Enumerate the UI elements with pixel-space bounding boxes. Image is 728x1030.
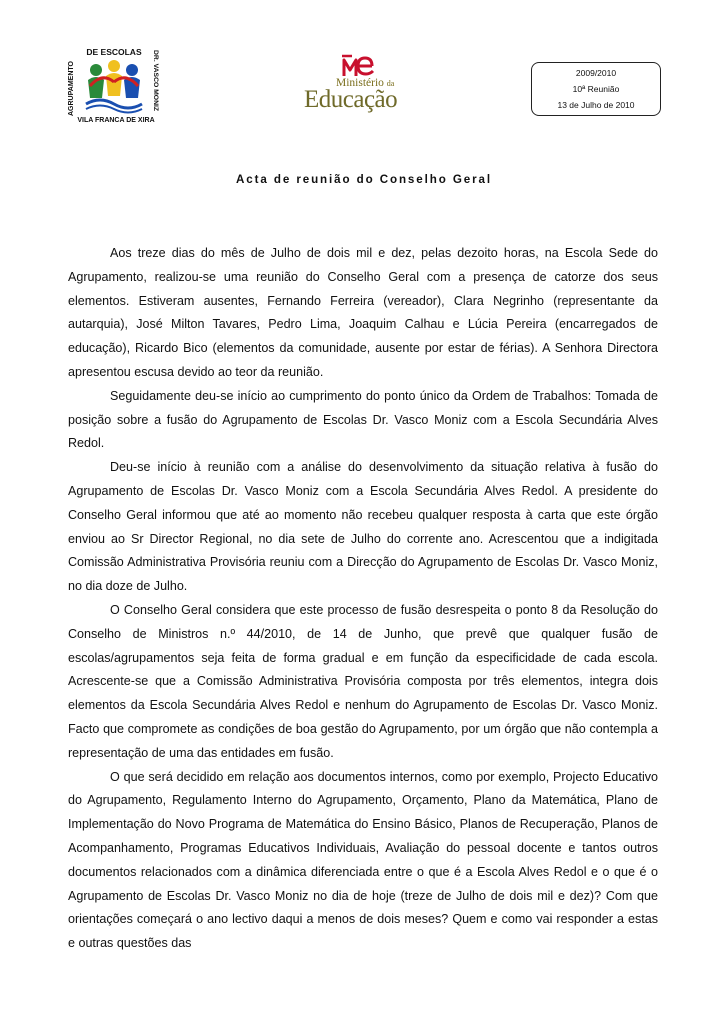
paragraph: Aos treze dias do mês de Julho de dois mil e dez, pelas dezoito horas, na Escola Sede do Agrupamento, realizou-se uma reunião do Conselho Geral com a presença de catorze dos seus elementos. Estiveram ausentes, Fernando Ferreira (vereador), Clara Negrinho (representante da autarquia), José Milton Tavares, Pedro Lima, Joaquim Calhau e Lúcia Pereira (encarregados de educação), Ricardo Bico (elementos da comunidade, ausente por estar de férias). A Senhora Directora apresentou escusa devido ao teor da reunião. <box>68 246 658 379</box>
paragraph: O Conselho Geral considera que este processo de fusão desrespeita o ponto 8 da Resolução do Conselho de Ministros n.º 44/2010, de 14 de Junho, que prevê que qualquer fusão de escolas/agrupamentos seja feita de forma gradual e em função da especificidade de cada escola. Acrescente-se que a Comissão Administrativa Provisória composta por três elementos, integra dois elementos da Escola Secundária Alves Redol e nenhum do Agrupamento de Escolas Dr. Vasco Moniz. Facto que compromete as condições de boa gestão do Agrupamento, por um órgão que não contempla a representação de uma das entidades em fusão. <box>68 602 658 760</box>
ministry-logo-line1-text: Ministério <box>336 77 384 89</box>
school-logo <box>66 46 162 124</box>
school-logo-bottom-text: VILA FRANCA DE XIRA <box>77 117 155 124</box>
document-title: Acta de reunião do Conselho Geral <box>236 173 492 186</box>
meeting-info-box <box>531 62 661 116</box>
meeting-date: 13 de Julho de 2010 <box>557 100 635 110</box>
school-year: 2009/2010 <box>575 68 617 78</box>
school-logo-left-text: AGRUPAMENTO <box>68 61 75 116</box>
ministerio-educacao-logo-icon <box>338 52 378 78</box>
school-logo-right-text: DR. VASCO MONIZ <box>152 50 159 112</box>
paragraph: O que será decidido em relação aos documentos internos, como por exemplo, Projecto Educativo do Agrupamento, Regulamento Interno do Agrupamento, Orçamento, Plano da Matemática, Plano de Implementação do Novo Programa de Matemática do Ensino Básico, Planos de Recuperação, Planos de Acompanhamento, Programas Educativos Individuais, Avaliação do pessoal docente e tantos outros documentos relacionados com a dinâmica diferenciada entre o que é a Escola Alves Redol e o que é o Agrupamento de Escolas Dr. Vasco Moniz no dia de hoje (treze de Julho de dois mil e dez)? Com que orientações começará o ano lectivo daqui a menos de dois meses? Quem e como vai responder a estas e outras questões das <box>68 769 658 951</box>
ministry-logo <box>300 52 412 124</box>
school-logo-top-text: DE ESCOLAS <box>86 47 142 57</box>
school-logo-icon <box>66 46 162 124</box>
ministry-logo-line2: Educação <box>304 86 398 113</box>
paragraph: Seguidamente deu-se início ao cumprimento do ponto único da Ordem de Trabalhos: Tomada de posição sobre a fusão do Agrupamento de Escolas Dr. Vasco Moniz com a Escola Secundária Alves Redol. <box>68 388 658 451</box>
paragraph: Deu-se início à reunião com a análise do desenvolvimento da situação relativa à fusão do Agrupamento de Escolas Dr. Vasco Moniz com a Escola Secundária Alves Redol. A presidente do Conselho Geral informou que até ao momento não recebeu qualquer resposta à carta que este órgão enviou ao Sr Director Regional, no dia sete de Julho do corrente ano. Acrescentou que a indigitada Comissão Administrativa Provisória reuniu com a Direcção do Agrupamento de Escolas Dr. Vasco Moniz, no dia doze de Julho. <box>68 460 658 594</box>
meeting-number: 10ª Reunião <box>572 84 620 94</box>
ministry-logo-line1-suffix: da <box>386 79 395 88</box>
document-body <box>68 242 658 956</box>
